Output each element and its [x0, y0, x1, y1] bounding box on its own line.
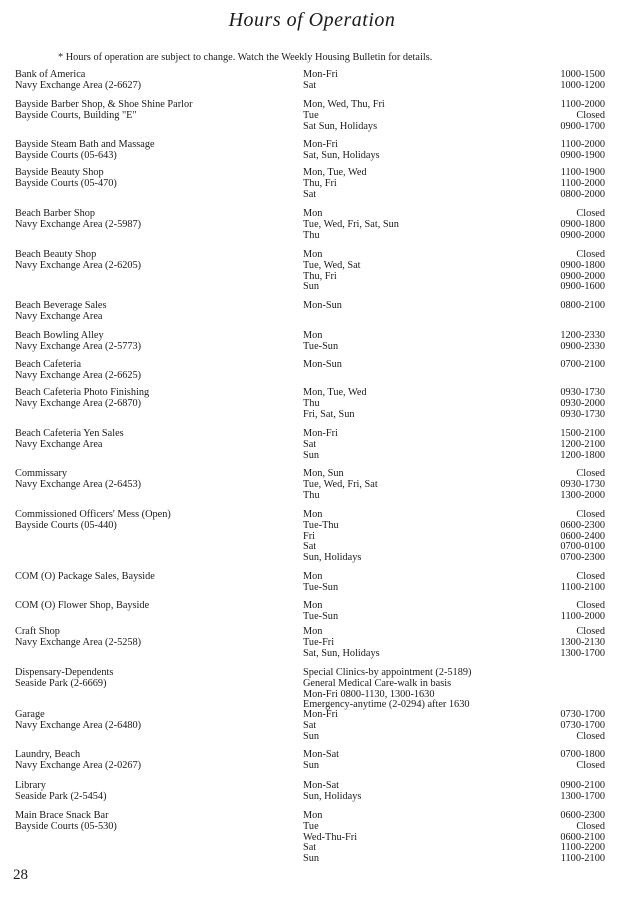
hours-column — [535, 781, 605, 803]
days-column — [303, 429, 533, 461]
hours-line: 0730-1700 — [560, 719, 605, 731]
days-line: Mon-Fri 0800-1130, 1300-1630 — [303, 688, 435, 700]
facility-line: Navy Exchange Area (2-6453) — [15, 478, 142, 490]
list-item — [15, 388, 605, 420]
days-line: Mon — [303, 571, 323, 582]
facility-name — [15, 750, 300, 772]
hours-line: 1100-2000 — [560, 139, 605, 150]
days-line: Mon, Sun — [303, 468, 344, 479]
days-line: Tue-Sun — [303, 610, 339, 622]
facility-name — [15, 301, 300, 323]
days-line: Thu, Fri — [303, 270, 337, 282]
facility-name — [15, 388, 300, 410]
days-line: Tue-Thu — [303, 519, 339, 531]
facility-name — [15, 331, 300, 353]
hours-line: 1300-1700 — [560, 647, 605, 659]
hours-line: Closed — [576, 468, 605, 479]
hours-column — [535, 70, 605, 92]
days-column — [303, 70, 533, 92]
list-item — [15, 100, 605, 132]
hours-line: 1000-1200 — [560, 79, 605, 91]
facility-line: Bayside Courts (05-530) — [15, 820, 117, 832]
days-line: Mon — [303, 208, 323, 219]
hours-line: 1200-2100 — [560, 438, 605, 450]
hours-line: Closed — [576, 509, 605, 520]
days-line: Mon-Fri — [303, 428, 338, 439]
days-column — [303, 100, 533, 132]
days-line: Mon-Fri — [303, 69, 338, 80]
facility-line: Navy Exchange Area (2-6480) — [15, 719, 142, 731]
days-line: Thu, Fri — [303, 177, 337, 189]
facility-line: Seaside Park (2-5454) — [15, 790, 107, 802]
days-line: Tue, Wed, Fri, Sat, Sun — [303, 218, 399, 230]
facility-line: Bayside Steam Bath and Massage — [15, 139, 155, 150]
hours-line: Closed — [576, 820, 605, 832]
list-item — [15, 710, 605, 742]
days-line: Sun — [303, 759, 320, 771]
hours-line: 0700-0100 — [560, 541, 605, 553]
hours-line: 0900-2100 — [560, 780, 605, 791]
hours-column — [535, 710, 605, 742]
days-column — [303, 510, 533, 564]
list-item — [15, 250, 605, 293]
facility-name — [15, 250, 300, 272]
hours-column — [535, 360, 605, 371]
days-column — [303, 668, 533, 711]
hours-line: Closed — [576, 571, 605, 582]
hours-column — [535, 469, 605, 501]
days-line: Mon — [303, 249, 323, 260]
days-line: Mon-Sat — [303, 749, 340, 760]
days-line: Emergency-anytime (2-0294) after 1630 — [303, 699, 470, 711]
days-column — [303, 572, 533, 594]
days-line: General Medical Care-walk in basis — [303, 677, 452, 689]
days-line: Mon-Fri — [303, 709, 338, 720]
days-line: Sat Sun, Holidays — [303, 120, 378, 132]
hours-line: Closed — [576, 600, 605, 611]
list-item — [15, 140, 605, 162]
days-line: Sat, Sun, Holidays — [303, 149, 380, 161]
days-line: Tue-Sun — [303, 581, 339, 593]
hours-line: 0900-2000 — [560, 229, 605, 241]
hours-column — [535, 627, 605, 659]
hours-line: 0900-1800 — [560, 218, 605, 230]
list-item — [15, 668, 605, 711]
list-item — [15, 209, 605, 241]
facility-line: Beach Barber Shop — [15, 208, 96, 219]
hours-column — [535, 388, 605, 420]
facility-name — [15, 601, 300, 612]
facility-name — [15, 668, 300, 690]
hours-line: 0700-1800 — [560, 749, 605, 760]
days-column — [303, 360, 533, 371]
hours-line: 1500-2100 — [560, 428, 605, 439]
facility-line: Main Brace Snack Bar — [15, 810, 109, 821]
hours-line: Closed — [576, 759, 605, 771]
hours-line: 0730-1700 — [560, 709, 605, 720]
days-line: Mon — [303, 810, 323, 821]
facility-line: Beach Cafeteria Photo Finishing — [15, 387, 150, 398]
days-line: Sat, Sun, Holidays — [303, 647, 380, 659]
facility-line: Navy Exchange Area (2-6870) — [15, 397, 142, 409]
hours-line: 0900-1900 — [560, 149, 605, 161]
facility-name — [15, 100, 300, 122]
hours-line: 1300-1700 — [560, 790, 605, 802]
hours-line: 1200-1800 — [560, 449, 605, 461]
hours-line: 1100-2100 — [560, 581, 605, 593]
facility-line: Navy Exchange Area (2-6625) — [15, 369, 142, 381]
hours-line: Closed — [576, 208, 605, 219]
days-column — [303, 601, 533, 623]
days-line: Thu — [303, 489, 320, 501]
hours-line: 0900-2000 — [560, 270, 605, 282]
list-item — [15, 811, 605, 865]
hours-line: 0600-2300 — [560, 519, 605, 531]
days-column — [303, 811, 533, 865]
days-line: Thu — [303, 397, 320, 409]
days-line: Special Clinics-by appointment (2-5189) — [303, 667, 472, 678]
page-title: Hours of Operation — [228, 9, 396, 31]
facility-name — [15, 781, 300, 803]
hours-column — [535, 811, 605, 865]
facility-line: Beach Cafeteria — [15, 359, 82, 370]
facility-line: Bayside Courts (05-440) — [15, 519, 117, 531]
facility-line: Garage — [15, 709, 45, 720]
facility-line: Bank of America — [15, 69, 86, 80]
hours-line: 0600-2400 — [560, 530, 605, 542]
days-column — [303, 331, 533, 353]
days-line: Tue, Wed, Fri, Sat — [303, 478, 378, 490]
facility-line: Beach Bowling Alley — [15, 330, 104, 341]
facility-name — [15, 811, 300, 833]
list-item — [15, 469, 605, 501]
facility-line: Bayside Barber Shop, & Shoe Shine Parlor — [15, 99, 193, 110]
facility-line: COM (O) Flower Shop, Bayside — [15, 600, 150, 611]
hours-line: 1300-2000 — [560, 489, 605, 501]
facility-name — [15, 429, 300, 451]
hours-line: 1100-1900 — [560, 167, 605, 178]
facility-line: Navy Exchange Area (2-5987) — [15, 218, 142, 230]
days-line: Sun — [303, 449, 320, 461]
list-item — [15, 750, 605, 772]
list-item — [15, 781, 605, 803]
hours-column — [535, 601, 605, 623]
facility-name — [15, 70, 300, 92]
facility-line: Navy Exchange Area (2-6205) — [15, 259, 142, 271]
hours-line: Closed — [576, 730, 605, 742]
days-column — [303, 168, 533, 200]
days-line: Tue, Wed, Sat — [303, 259, 361, 271]
facility-line: Craft Shop — [15, 626, 60, 637]
days-column — [303, 750, 533, 772]
hours-column — [535, 331, 605, 353]
facility-line: Dispensary-Dependents — [15, 667, 114, 678]
hours-column — [535, 429, 605, 461]
hours-line: Closed — [576, 109, 605, 121]
days-line: Sat — [303, 842, 317, 854]
days-line: Sat — [303, 719, 317, 731]
facility-line: Commissary — [15, 468, 68, 479]
facility-name — [15, 710, 300, 732]
hours-column — [535, 301, 605, 312]
facility-line: Navy Exchange Area (2-0267) — [15, 759, 142, 771]
days-line: Sat — [303, 188, 317, 200]
days-line: Sun — [303, 281, 320, 293]
facility-name — [15, 360, 300, 382]
days-line: Fri — [303, 530, 316, 542]
hours-line: 0900-1700 — [560, 120, 605, 132]
list-item — [15, 572, 605, 594]
days-line: Mon — [303, 330, 323, 341]
facility-line: Beach Beauty Shop — [15, 249, 97, 260]
days-line: Mon — [303, 509, 323, 520]
days-line: Mon-Sat — [303, 780, 340, 791]
days-line: Mon-Sun — [303, 300, 342, 311]
days-line: Sun — [303, 853, 320, 865]
hours-line: 1100-2000 — [560, 177, 605, 189]
facility-line: Seaside Park (2-6669) — [15, 677, 107, 689]
days-line: Mon, Wed, Thu, Fri — [303, 99, 385, 110]
facility-name — [15, 510, 300, 532]
hours-line: 1100-2200 — [560, 842, 605, 854]
hours-line: 0900-2330 — [560, 340, 605, 352]
days-column — [303, 301, 533, 312]
facility-line: Bayside Courts, Building "E" — [15, 109, 137, 121]
facility-line: Beach Beverage Sales — [15, 300, 107, 311]
hours-column — [535, 510, 605, 564]
facility-name — [15, 209, 300, 231]
list-item — [15, 70, 605, 92]
facility-name — [15, 168, 300, 190]
hours-line: 0700-2300 — [560, 552, 605, 564]
hours-line: 0700-2100 — [560, 359, 605, 370]
days-line: Tue-Sun — [303, 340, 339, 352]
facility-line: Laundry, Beach — [15, 749, 81, 760]
days-line: Mon — [303, 600, 323, 611]
schedule-note: * Hours of operation are subject to change. Watch the Weekly Housing Bulletin for details. — [58, 52, 433, 63]
hours-line: 0900-1600 — [560, 281, 605, 293]
days-line: Mon-Fri — [303, 139, 338, 150]
facility-line: Bayside Beauty Shop — [15, 167, 104, 178]
days-line: Sat — [303, 541, 317, 553]
days-line: Sun — [303, 730, 320, 742]
facility-line: COM (O) Package Sales, Bayside — [15, 571, 155, 582]
hours-line: 1200-2330 — [560, 330, 605, 341]
facility-line: Beach Cafeteria Yen Sales — [15, 428, 124, 439]
hours-line: 1100-2000 — [560, 99, 605, 110]
days-line: Sat — [303, 438, 317, 450]
hours-column — [535, 168, 605, 200]
facility-name — [15, 572, 300, 583]
hours-line: 0600-2100 — [560, 831, 605, 843]
facility-line: Commissioned Officers' Mess (Open) — [15, 509, 171, 520]
hours-line: 0930-1730 — [560, 387, 605, 398]
days-column — [303, 140, 533, 162]
list-item — [15, 331, 605, 353]
days-line: Mon, Tue, Wed — [303, 387, 367, 398]
hours-line: 1100-2000 — [560, 610, 605, 622]
days-column — [303, 781, 533, 803]
days-line: Mon-Sun — [303, 359, 342, 370]
hours-line: 0900-1800 — [560, 259, 605, 271]
hours-line: 1300-2130 — [560, 636, 605, 648]
page-number: 28 — [13, 867, 28, 883]
days-column — [303, 469, 533, 501]
hours-line: Closed — [576, 249, 605, 260]
hours-line: 0930-2000 — [560, 397, 605, 409]
hours-column — [535, 140, 605, 162]
hours-column — [535, 250, 605, 293]
days-line: Tue-Fri — [303, 636, 335, 648]
hours-column — [535, 100, 605, 132]
days-column — [303, 250, 533, 293]
hours-line: 0800-2100 — [560, 300, 605, 311]
days-column — [303, 388, 533, 420]
days-line: Fri, Sat, Sun — [303, 408, 355, 420]
facility-line: Navy Exchange Area — [15, 438, 103, 450]
facility-line: Bayside Courts (05-470) — [15, 177, 117, 189]
days-line: Mon, Tue, Wed — [303, 167, 367, 178]
days-column — [303, 209, 533, 241]
days-line: Wed-Thu-Fri — [303, 831, 358, 843]
list-item — [15, 627, 605, 659]
hours-line: 1000-1500 — [560, 69, 605, 80]
facility-name — [15, 469, 300, 491]
hours-line: 0930-1730 — [560, 408, 605, 420]
facility-name — [15, 627, 300, 649]
hours-line: 0800-2000 — [560, 188, 605, 200]
facility-line: Navy Exchange Area — [15, 310, 103, 322]
hours-column — [535, 750, 605, 772]
days-line: Tue — [303, 820, 319, 832]
facility-name — [15, 140, 300, 162]
list-item — [15, 429, 605, 461]
facility-line: Navy Exchange Area (2-5773) — [15, 340, 142, 352]
days-line: Sat — [303, 79, 317, 91]
days-column — [303, 710, 533, 742]
days-line: Thu — [303, 229, 320, 241]
hours-line: Closed — [576, 626, 605, 637]
days-column — [303, 627, 533, 659]
list-item — [15, 601, 605, 623]
list-item — [15, 301, 605, 323]
facility-line: Navy Exchange Area (2-6627) — [15, 79, 142, 91]
days-line: Sun, Holidays — [303, 790, 362, 802]
facility-line: Navy Exchange Area (2-5258) — [15, 636, 142, 648]
days-line: Mon — [303, 626, 323, 637]
days-line: Sun, Holidays — [303, 552, 362, 564]
days-line: Tue — [303, 109, 319, 121]
hours-line: 0600-2300 — [560, 810, 605, 821]
hours-line: 0930-1730 — [560, 478, 605, 490]
hours-column — [535, 209, 605, 241]
hours-line: 1100-2100 — [560, 853, 605, 865]
facility-line: Library — [15, 780, 46, 791]
facility-line: Bayside Courts (05-643) — [15, 149, 117, 161]
list-item — [15, 510, 605, 564]
list-item — [15, 168, 605, 200]
list-item — [15, 360, 605, 382]
hours-column — [535, 572, 605, 594]
